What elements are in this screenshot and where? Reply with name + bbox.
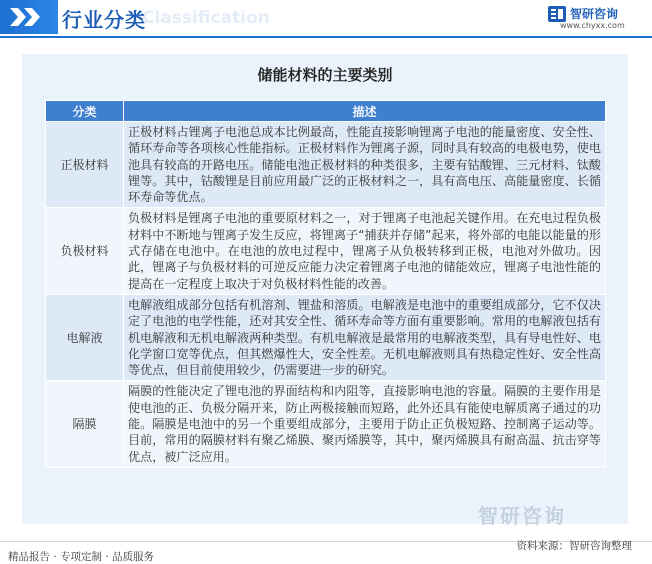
chevron-right-icon [10,8,50,26]
watermark: 智研咨询 [478,504,566,528]
brand-url: www.chyxx.com [560,21,625,30]
header-title: 行业分类 [62,8,146,32]
header-title-en: Classification [142,8,270,28]
category-cell: 电解液 [46,294,124,380]
table-row [46,122,606,208]
category-cell: 正极材料 [46,122,124,208]
brand-name: 智研咨询 [570,7,619,21]
footer-slogan: 精品报告 · 专项定制 · 品质服务 [8,551,155,563]
description-cell: 隔膜的性能决定了锂电池的界面结构和内阻等，直接影响电池的容量。隔膜的主要作用是使电池的正、负极分隔开来，防止两极接触而短路，此外还具有能使电解质离子通过的功能。隔膜是电池中的另一个重要组成部分，主要用于防止正负极短路、控制离子运动等。目前，常用的隔膜材料有聚乙烯膜、聚丙烯膜等，其中，聚丙烯膜具有耐高温、抗击穿等优点，被广泛应用。 [124,381,606,467]
table-row [46,208,606,294]
brand [548,4,638,34]
content-panel [22,54,628,524]
header-divider [0,36,652,38]
table-row [46,381,606,467]
table-row [46,294,606,380]
column-header-category: 分类 [46,101,124,122]
header-accent [0,0,58,34]
column-header-description: 描述 [124,101,606,122]
brand-logo-icon [548,6,566,22]
panel-title: 储能材料的主要类别 [257,66,393,84]
category-table [45,100,606,468]
description-cell: 负极材料是锂离子电池的重要原材料之一，对于锂离子电池起关键作用。在充电过程负极材料中不断地与锂离子发生反应，将锂离子“捕获并存储”起来，将外部的电能以能量的形式存储在电池中。在电池的放电过程中，锂离子从负极转移到正极，电池对外做功。因此，锂离子与负极材料的可逆反应能力决定着锂离子电池的储能效应，锂离子电池性能的提高在一定程度上取决于对负极材料性能的改善。 [124,208,606,294]
table-header-row [46,101,606,122]
description-cell: 电解液组成部分包括有机溶剂、锂盐和溶质。电解液是电池中的重要组成部分，它不仅决定了电池的电学性能，还对其安全性、循环寿命等方面有重要影响。常用的电解液包括有机电解液和无机电解液两种类型。有机电解液是最常用的电解液类型，具有导电性好、电化学窗口宽等优点，但其燃爆性大，安全性差。无机电解液则具有热稳定性好、安全性高等优点，但目前使用较少，仍需要进一步的研究。 [124,294,606,380]
source-note: 资料来源：智研咨询整理 [516,540,632,552]
header-bar [0,0,652,34]
category-cell: 负极材料 [46,208,124,294]
description-cell: 正极材料占锂离子电池总成本比例最高，性能直接影响锂离子电池的能量密度、安全性、循环寿命等各项核心性能指标。正极材料作为锂离子源，同时具有较高的电极电势，使电池具有较高的开路电压。储能电池正极材料的种类很多，主要有钴酸锂、三元材料、钛酸锂等。其中，钴酸锂是目前应用最广泛的正极材料之一，具有高电压、高能量密度、长循环寿命等优点。 [124,122,606,208]
category-cell: 隔膜 [46,381,124,467]
